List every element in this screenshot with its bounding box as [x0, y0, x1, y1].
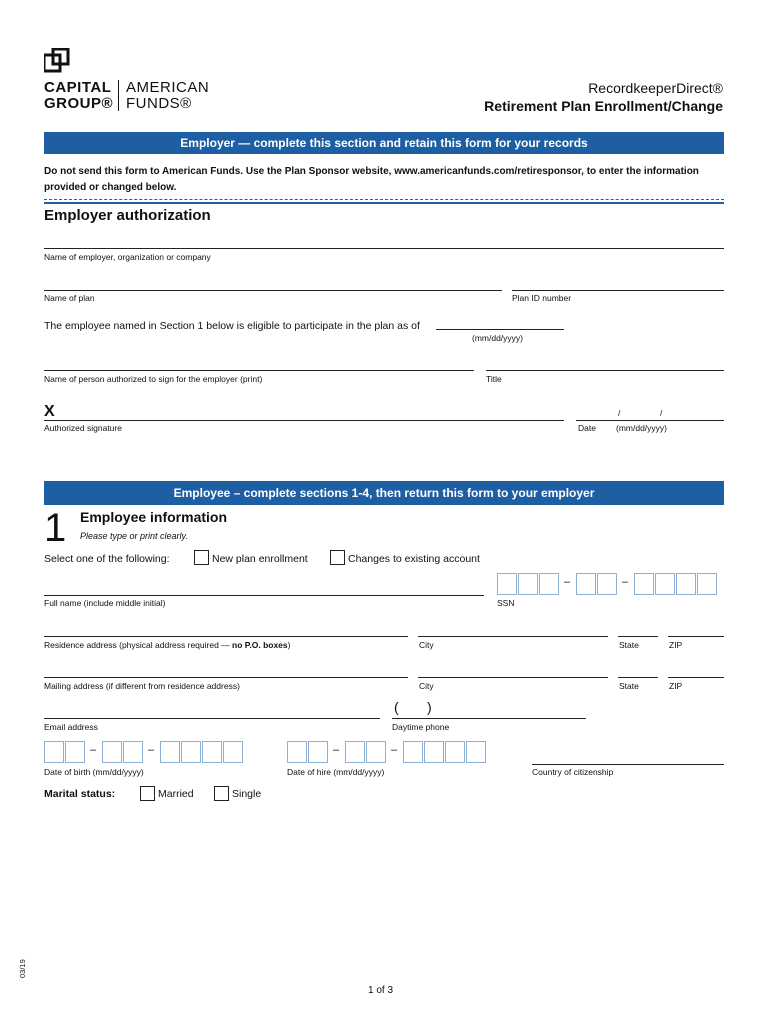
plan-name-label: Name of plan: [44, 293, 95, 303]
email-field[interactable]: [44, 718, 380, 719]
doh-label: Date of hire (mm/dd/yyyy): [287, 767, 385, 777]
single-checkbox[interactable]: [214, 786, 229, 801]
date-label: Date: [578, 423, 596, 433]
employer-name-field[interactable]: [44, 248, 724, 249]
plan-id-label: Plan ID number: [512, 293, 572, 303]
select-label: Select one of the following:: [44, 553, 170, 565]
residence-zip-label: ZIP: [669, 640, 683, 650]
married-label: Married: [158, 788, 194, 800]
residence-state-label: State: [619, 640, 639, 650]
residence-city-field[interactable]: [418, 636, 608, 637]
dob-digit-box[interactable]: [123, 741, 143, 763]
ssn-digit-box[interactable]: [676, 573, 696, 595]
residence-address-field[interactable]: [44, 636, 408, 637]
ssn-digit-box[interactable]: [697, 573, 717, 595]
residence-state-field[interactable]: [618, 636, 658, 637]
dob-label: Date of birth (mm/dd/yyyy): [44, 767, 144, 777]
doh-digit-box[interactable]: [403, 741, 423, 763]
divider-dashed: [44, 199, 724, 200]
employee-instruction: Please type or print clearly.: [80, 531, 188, 541]
mailing-zip-field[interactable]: [668, 677, 724, 678]
form-title: Retirement Plan Enrollment/Change: [484, 98, 723, 114]
dob-dash: –: [90, 744, 97, 756]
signature-field[interactable]: [44, 420, 564, 421]
eligibility-date-hint: (mm/dd/yyyy): [472, 333, 523, 343]
capital-group-wordmark: CAPITAL GROUP®: [44, 79, 114, 112]
dob-digit-box[interactable]: [223, 741, 243, 763]
date-hint: (mm/dd/yyyy): [616, 423, 667, 433]
daytime-phone-field[interactable]: [392, 718, 586, 719]
employer-authorization-title: Employer authorization: [44, 207, 211, 224]
ssn-digit-box[interactable]: [539, 573, 559, 595]
full-name-field[interactable]: [44, 595, 484, 596]
doh-digit-box[interactable]: [466, 741, 486, 763]
american-funds-wordmark: AMERICAN FUNDS®: [126, 79, 210, 112]
signature-label: Authorized signature: [44, 423, 122, 433]
title-field[interactable]: [486, 370, 724, 371]
eligibility-text: The employee named in Section 1 below is eligible to participate in the plan as of: [44, 320, 420, 332]
new-enrollment-label: New plan enrollment: [212, 553, 308, 565]
mailing-address-label: Mailing address (if different from residence address): [44, 681, 240, 691]
mailing-state-label: State: [619, 681, 639, 691]
ssn-digit-box[interactable]: [576, 573, 596, 595]
doh-digit-box[interactable]: [445, 741, 465, 763]
employer-name-label: Name of employer, organization or company: [44, 252, 211, 262]
signature-x-mark: X: [44, 403, 55, 420]
dob-digit-box[interactable]: [44, 741, 64, 763]
ssn-dash: –: [564, 576, 571, 588]
authorized-person-field[interactable]: [44, 370, 474, 371]
phone-paren-open: (: [394, 699, 399, 715]
employee-information-title: Employee information: [80, 509, 228, 525]
signature-date-field[interactable]: [576, 420, 724, 421]
mailing-city-field[interactable]: [418, 677, 608, 678]
date-slash-1: /: [618, 408, 621, 418]
capital-group-logo-icon: [44, 48, 70, 74]
ssn-dash: –: [622, 576, 629, 588]
dob-digit-box[interactable]: [102, 741, 122, 763]
residence-address-label: Residence address (physical address required — no P.O. boxes): [44, 640, 291, 650]
dob-digit-box[interactable]: [202, 741, 222, 763]
ssn-digit-box[interactable]: [518, 573, 538, 595]
marital-status-label: Marital status:: [44, 788, 116, 800]
doh-dash: –: [391, 744, 398, 756]
dob-digit-box[interactable]: [181, 741, 201, 763]
section-number: 1: [44, 506, 67, 550]
changes-existing-label: Changes to existing account: [348, 553, 480, 565]
ssn-digit-box[interactable]: [655, 573, 675, 595]
dob-digit-box[interactable]: [65, 741, 85, 763]
form-revision-date: 03/19: [18, 959, 27, 978]
doh-digit-box[interactable]: [345, 741, 365, 763]
married-checkbox[interactable]: [140, 786, 155, 801]
mailing-zip-label: ZIP: [669, 681, 683, 691]
full-name-label: Full name (include middle initial): [44, 598, 166, 608]
doh-digit-box[interactable]: [366, 741, 386, 763]
ssn-digit-box[interactable]: [497, 573, 517, 595]
mailing-city-label: City: [419, 681, 434, 691]
doh-digit-box[interactable]: [424, 741, 444, 763]
page-number: 1 of 3: [368, 985, 394, 996]
dob-digit-box[interactable]: [160, 741, 180, 763]
doh-dash: –: [333, 744, 340, 756]
employee-section-bar: Employee – complete sections 1-4, then return this form to your employer: [44, 481, 724, 505]
ssn-digit-box[interactable]: [634, 573, 654, 595]
logo-divider: [118, 80, 119, 111]
divider-solid: [44, 202, 724, 204]
authorized-person-label: Name of person authorized to sign for the employer (print): [44, 374, 263, 384]
daytime-phone-label: Daytime phone: [392, 722, 450, 732]
email-label: Email address: [44, 722, 98, 732]
single-label: Single: [232, 788, 262, 800]
residence-city-label: City: [419, 640, 434, 650]
changes-existing-checkbox[interactable]: [330, 550, 345, 565]
doh-digit-box[interactable]: [308, 741, 328, 763]
mailing-address-field[interactable]: [44, 677, 408, 678]
plan-name-field[interactable]: [44, 290, 502, 291]
doh-digit-box[interactable]: [287, 741, 307, 763]
eligibility-date-field[interactable]: [436, 329, 564, 330]
ssn-label: SSN: [497, 598, 515, 608]
new-enrollment-checkbox[interactable]: [194, 550, 209, 565]
residence-zip-field[interactable]: [668, 636, 724, 637]
phone-paren-close: ): [427, 699, 432, 715]
title-label: Title: [486, 374, 502, 384]
ssn-digit-box[interactable]: [597, 573, 617, 595]
citizenship-field[interactable]: [532, 764, 724, 765]
date-slash-2: /: [660, 408, 663, 418]
mailing-state-field[interactable]: [618, 677, 658, 678]
dob-dash: –: [148, 744, 155, 756]
brand-name: RecordkeeperDirect®: [588, 80, 723, 96]
citizenship-label: Country of citizenship: [532, 767, 614, 777]
plan-id-field[interactable]: [512, 290, 724, 291]
employer-note: Do not send this form to American Funds. Use the Plan Sponsor website, www.americanfunds.com/retiresponsor, to enter the information provided or changed below.: [44, 166, 699, 193]
employer-section-bar: Employer — complete this section and retain this form for your records: [44, 132, 724, 154]
